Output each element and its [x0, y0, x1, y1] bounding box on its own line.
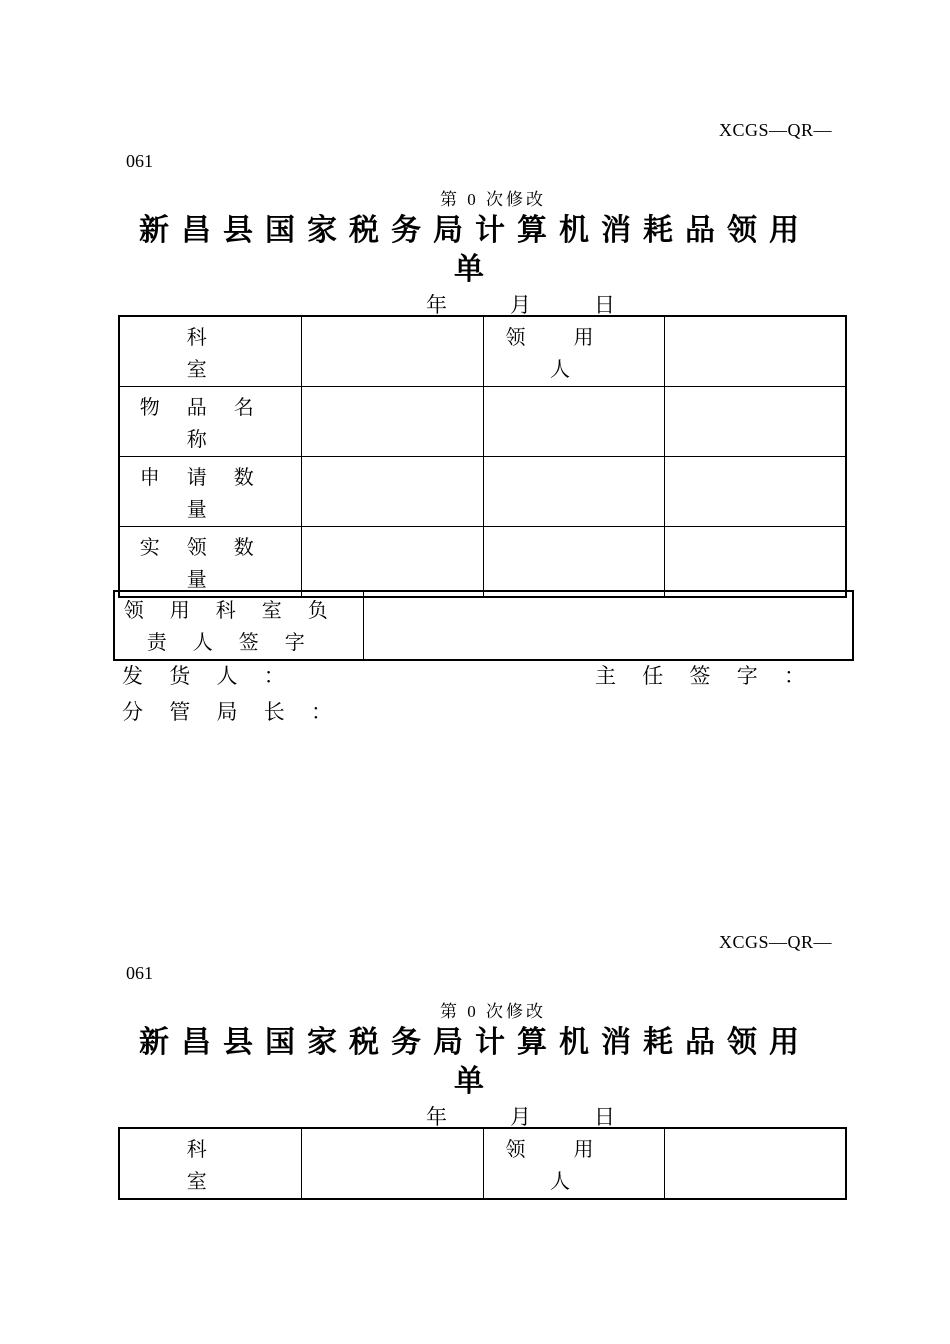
signature-table — [113, 590, 854, 661]
recipient-label-line2: 人 — [550, 1171, 597, 1193]
requested-qty-value-cell-3[interactable] — [664, 457, 846, 527]
received-qty-label-line1: 实领数 — [139, 537, 281, 559]
recipient-value-cell[interactable] — [664, 316, 846, 387]
department-value-cell[interactable] — [301, 316, 483, 387]
table-row-department — [119, 316, 846, 387]
department-label-line2: 室 — [186, 1171, 234, 1193]
form-title-line1: 新昌县国家税务局计算机消耗品领用 — [139, 1026, 811, 1059]
received-qty-value-cell-3[interactable] — [664, 527, 846, 598]
revision-note: 第 0 次修改 — [440, 190, 546, 209]
recipient-label-line2: 人 — [550, 359, 597, 381]
revision-note: 第 0 次修改 — [440, 1002, 546, 1021]
form-title-line2: 单 — [454, 253, 496, 286]
table-row-item-name — [119, 387, 846, 457]
footer-line-1 — [0, 660, 950, 688]
table-row-department — [119, 1128, 846, 1199]
form-title-line2: 单 — [454, 1065, 496, 1098]
recipient-value-cell[interactable] — [664, 1128, 846, 1199]
recipient-label-cell — [483, 316, 664, 387]
requested-qty-label-cell — [119, 457, 301, 527]
department-label-line2: 室 — [186, 359, 234, 381]
department-label-cell — [119, 316, 301, 387]
dept-head-signature-label-line1: 领用科室负 — [123, 600, 354, 622]
department-label-line1: 科 — [186, 327, 234, 349]
department-label-cell — [119, 1128, 301, 1199]
department-label-line1: 科 — [186, 1139, 234, 1161]
form-title-line1: 新昌县国家税务局计算机消耗品领用 — [139, 214, 811, 247]
dept-head-signature-label-line2: 责人签字 — [146, 632, 331, 654]
item-name-value-cell-3[interactable] — [664, 387, 846, 457]
deputy-chief-label: 分管局长： — [122, 700, 359, 724]
footer-line-2 — [0, 696, 950, 724]
director-signature-label: 主任签字： — [595, 664, 832, 688]
doc-code-prefix: XCGS—QR— — [718, 932, 832, 952]
recipient-label-line1: 领用 — [505, 1139, 642, 1161]
item-name-value-cell-1[interactable] — [301, 387, 483, 457]
dept-head-signature-label-cell — [114, 591, 363, 660]
recipient-label-cell — [483, 1128, 664, 1199]
item-name-label-cell — [119, 387, 301, 457]
requisition-form-2 — [0, 812, 950, 1344]
shipper-label: 发货人： — [122, 664, 311, 688]
requisition-table — [118, 1127, 847, 1200]
received-qty-value-cell-2[interactable] — [483, 527, 664, 598]
requested-qty-label-line2: 量 — [186, 499, 234, 521]
requisition-table — [118, 315, 847, 598]
received-qty-value-cell-1[interactable] — [301, 527, 483, 598]
table-row-dept-head-signature — [114, 591, 853, 660]
doc-code-number: 061 — [126, 151, 153, 171]
item-name-label-line1: 物品名 — [139, 397, 281, 419]
item-name-value-cell-2[interactable] — [483, 387, 664, 457]
date-line: 年 月 日 — [426, 293, 615, 317]
requested-qty-label-line1: 申请数 — [139, 467, 281, 489]
received-qty-label-line2: 量 — [186, 569, 234, 591]
table-row-received-qty — [119, 527, 846, 598]
requested-qty-value-cell-2[interactable] — [483, 457, 664, 527]
table-row-requested-qty — [119, 457, 846, 527]
item-name-label-line2: 称 — [186, 429, 234, 451]
form-title — [120, 211, 830, 289]
department-value-cell[interactable] — [301, 1128, 483, 1199]
doc-code-prefix: XCGS—QR— — [718, 120, 832, 140]
form-title — [120, 1023, 830, 1101]
date-line: 年 月 日 — [426, 1105, 615, 1129]
requested-qty-value-cell-1[interactable] — [301, 457, 483, 527]
received-qty-label-cell — [119, 527, 301, 598]
dept-head-signature-value-cell[interactable] — [363, 591, 853, 660]
doc-code-number: 061 — [126, 963, 153, 983]
recipient-label-line1: 领用 — [505, 327, 642, 349]
